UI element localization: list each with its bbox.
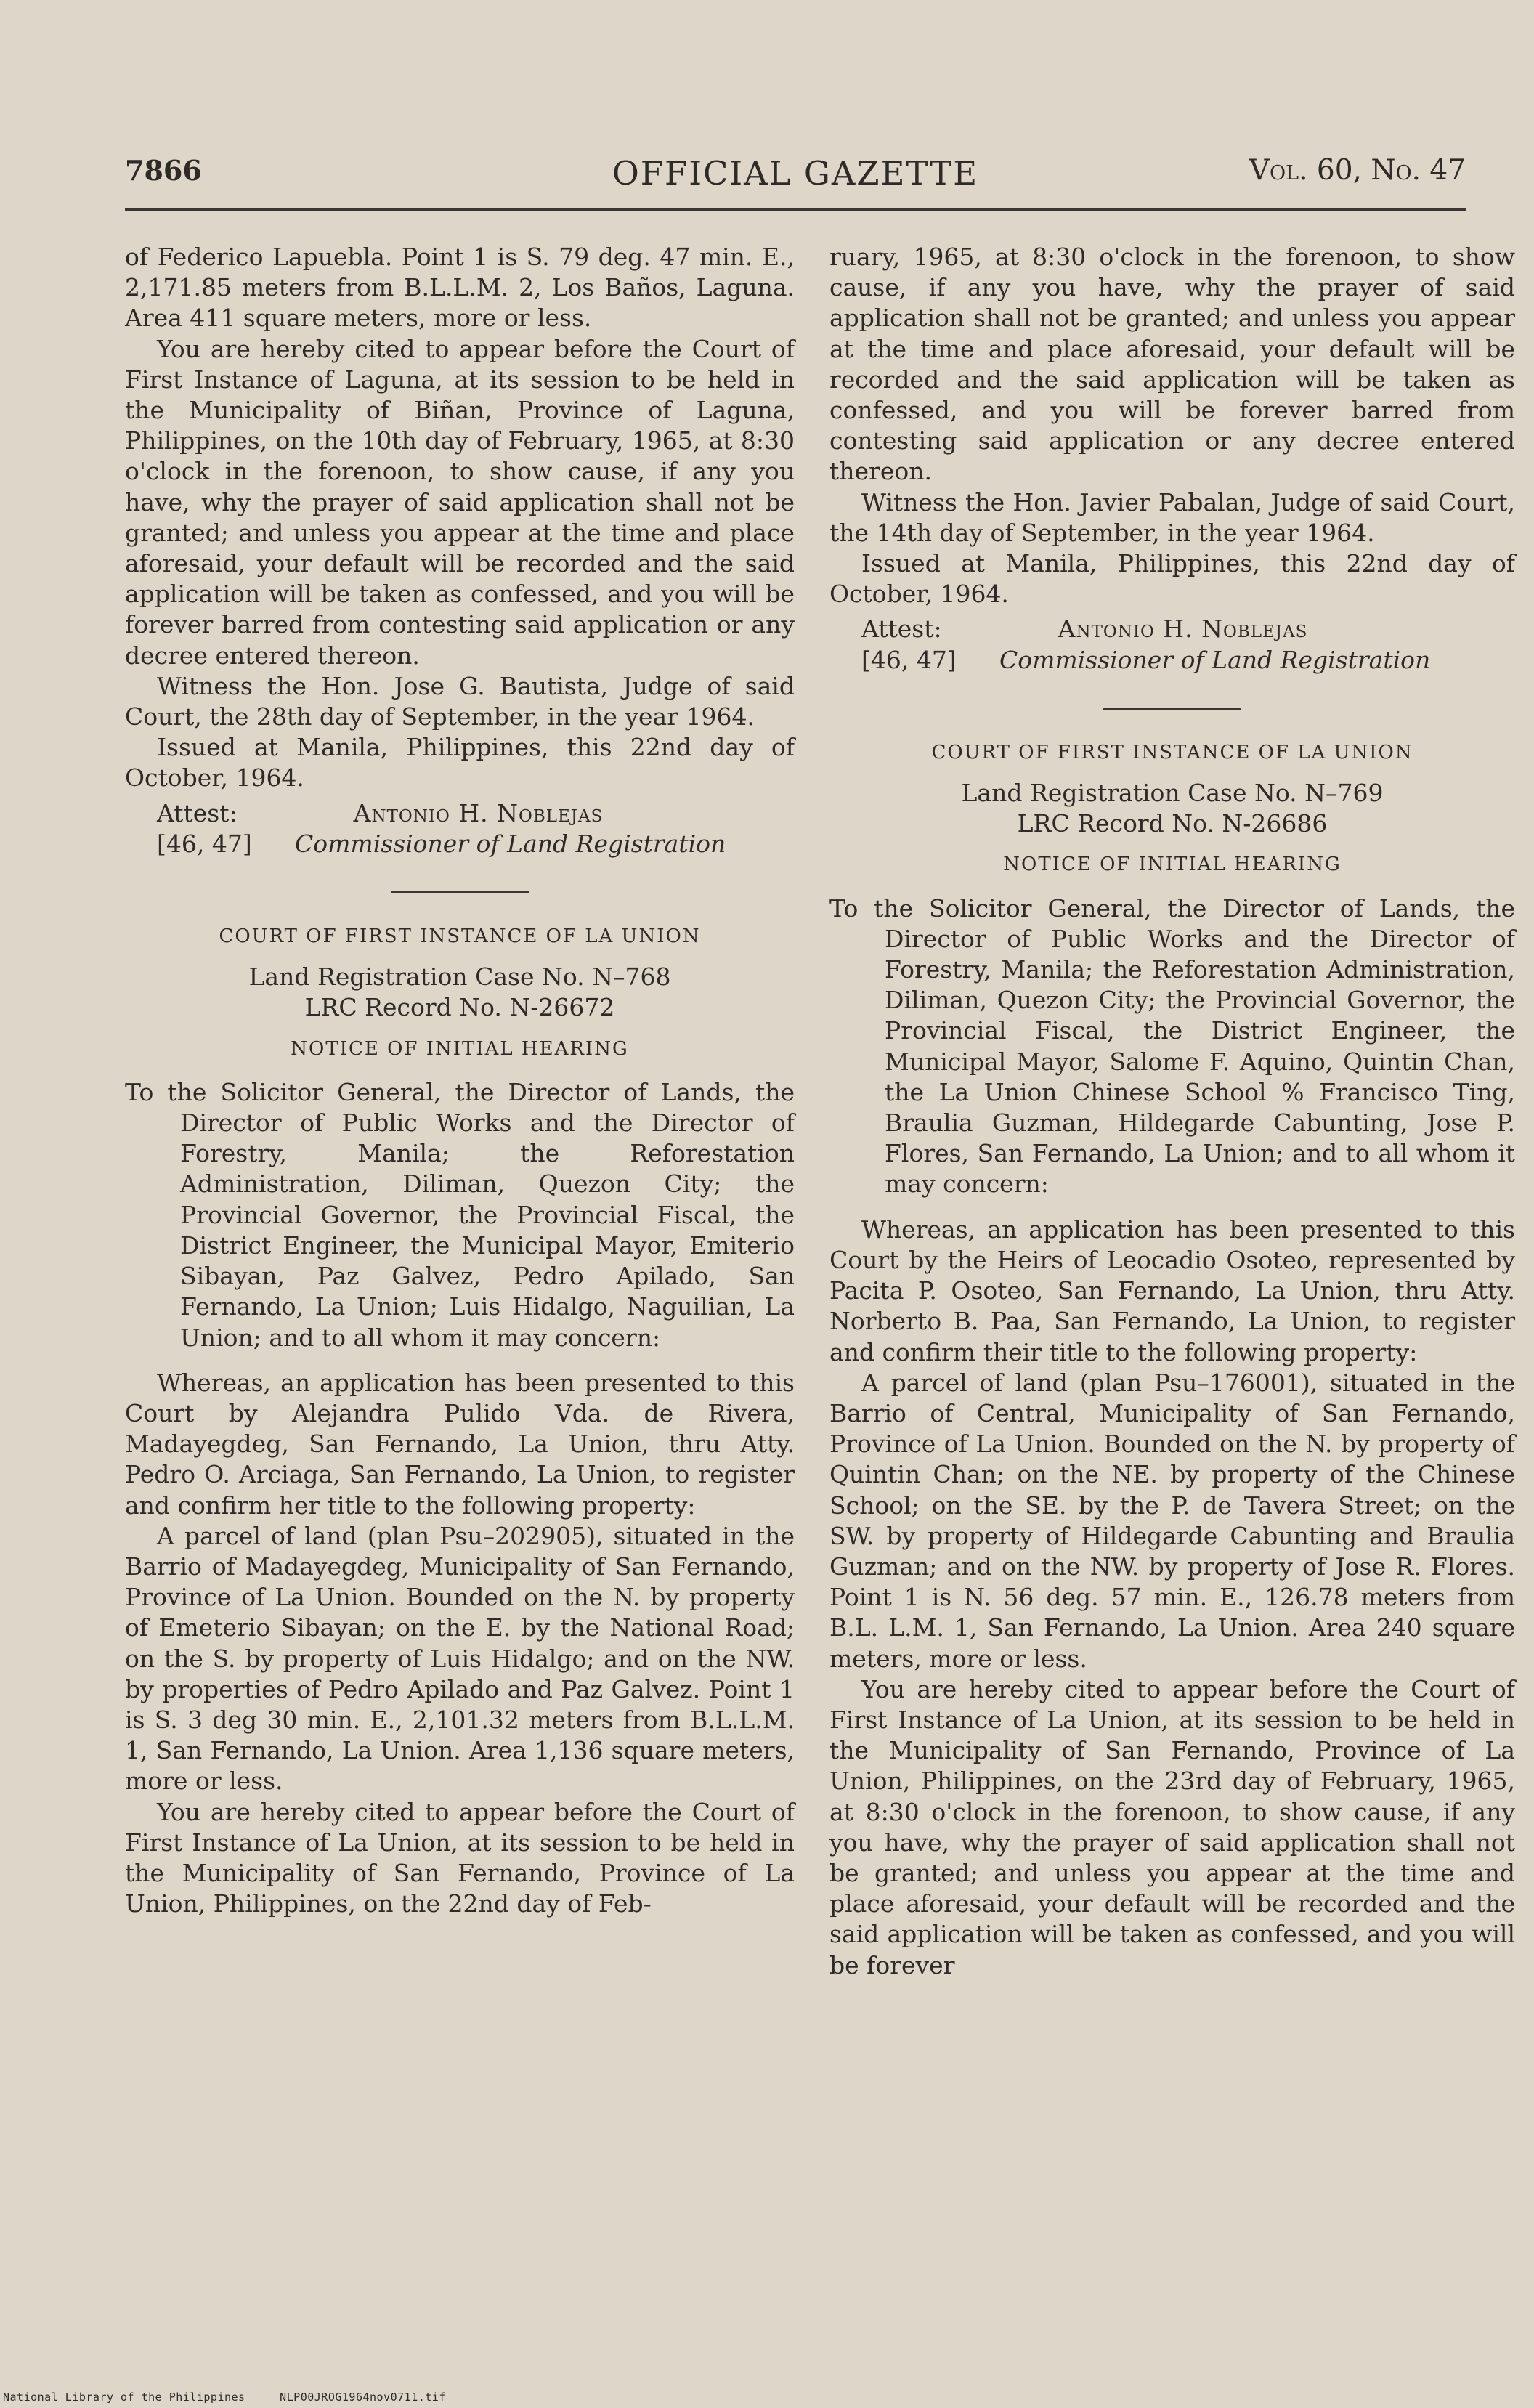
page-number: 7866 — [125, 154, 202, 187]
attest-line — [125, 798, 795, 829]
publication-title: OFFICIAL GAZETTE — [612, 154, 979, 192]
paragraph: ruary, 1965, at 8:30 o'clock in the forenoon, to show cause, if any you have, why the prayer of said application shall not be granted; and unless you appear at the time and place aforesaid, your default will be recorded and the said application will be taken as confessed, and you will be forever barred from contesting said application or any decree entered thereon. — [829, 243, 1515, 486]
volume-number: Vol. 60, No. 47 — [1249, 154, 1466, 187]
paragraph: Whereas, an application has been presented to this Court by Alejandra Pulido Vda. de Rivera, Madayegdeg, San Fernando, La Union, thru Atty. Pedro O. Arciaga, San Fernando, La Union, to register and confirm her title to the following property: — [125, 1368, 795, 1520]
court-heading: COURT OF FIRST INSTANCE OF LA UNION — [931, 741, 1413, 763]
notice-addressees: To the Solicitor General, the Director of Lands, the Director of Public Works and the Director of Forestry, Manila; the Reforestation Administration, Diliman, Quezon City; the Provincial Governor, the Provincial Fiscal, the District Engineer, the Municipal Mayor, Emiterio Sibayan, Paz Galvez, Pedro Apilado, San Fernando, La Union; Luis Hidalgo, Naguilian, La Union; and to all whom it may concern: — [125, 1077, 795, 1352]
lrc-record-number: LRC Record No. N-26672 — [304, 993, 615, 1022]
signatory-office: Commissioner of Land Registration — [295, 829, 726, 858]
notice-heading: NOTICE OF INITIAL HEARING — [1003, 854, 1342, 876]
attest-line — [829, 614, 1515, 644]
footer-source: National Library of the Philippines — [3, 2391, 245, 2404]
issue-line — [125, 829, 795, 859]
page-header — [125, 154, 1466, 198]
paragraph: Whereas, an application has been presented to this Court by the Heirs of Leocadio Osoteo, represented by Pacita P. Osoteo, San Fernando, La Union, thru Atty. Norberto B. Paa, San Fernando, La Union, to register and confirm their title to the following property: — [829, 1215, 1515, 1366]
right-column — [829, 242, 1515, 1981]
paragraph: of Federico Lapuebla. Point 1 is S. 79 deg. 47 min. E., 2,171.85 meters from B.L.L.M. 2, Los Baños, Laguna. Area 411 square meters, more or less. — [125, 243, 795, 333]
paragraph: Witness the Hon. Jose G. Bautista, Judge of said Court, the 28th day of September, in the year 1964. — [125, 671, 795, 731]
signatory-office: Commissioner of Land Registration — [999, 645, 1431, 674]
paragraph: You are hereby cited to appear before the Court of First Instance of Laguna, at its session to be held in the Municipality of Biñan, Province of Laguna, Philippines, on the 10th day of February, 1965, at 8:30 o'clock in the forenoon, to show cause, if any you have, why the prayer of said application shall not be granted; and unless you appear at the time and place aforesaid, your default will be recorded and the said application will be taken as confessed, and you will be forever barred from contesting said application or any decree entered thereon. — [125, 334, 795, 670]
lrc-record-number: LRC Record No. N-26686 — [1017, 809, 1328, 838]
left-column — [125, 242, 795, 1919]
case-number: Land Registration Case No. N–768 — [248, 962, 671, 992]
scan-footer — [3, 2391, 474, 2404]
case-number: Land Registration Case No. N–769 — [961, 779, 1384, 808]
notice-addressees: To the Solicitor General, the Director of Lands, the Director of Public Works and the Director of Forestry, Manila; the Reforestation Administration, Diliman, Quezon City; the Provincial Governor, the Provincial Fiscal, the District Engineer, the Municipal Mayor, Salome F. Aquino, Quintin Chan, the La Union Chinese School % Francisco Ting, Braulia Guzman, Hildegarde Cabunting, Jose P. Flores, San Fernando, La Union; and to all whom it may concern: — [829, 893, 1515, 1199]
attest-signatory: Antonio H. Noblejas — [1058, 615, 1308, 644]
attest-label: Attest: — [861, 615, 942, 644]
paragraph: You are hereby cited to appear before the Court of First Instance of La Union, at its session to be held in the Municipality of San Fernando, Province of La Union, Philippines, on the 22nd day of Feb- — [125, 1797, 795, 1918]
paragraph: Witness the Hon. Javier Pabalan, Judge of said Court, the 14th day of September, in the year 1964. — [829, 487, 1515, 547]
paragraph: A parcel of land (plan Psu–176001), situated in the Barrio of Central, Municipality of San Fernando, Province of La Union. Bounded on the N. by property of Quintin Chan; on the NE. by property of the Chinese School; on the SE. by the P. de Tavera Street; on the SW. by property of Hildegarde Cabunting and Braulia Guzman; and on the NW. by property of Jose R. Flores. Point 1 is N. 56 deg. 57 min. E., 126.78 meters from B.L. L.M. 1, San Fernando, La Union. Area 240 square meters, more or less. — [829, 1368, 1515, 1673]
paragraph: Issued at Manila, Philippines, this 22nd day of October, 1964. — [125, 733, 795, 792]
section-divider — [1103, 708, 1241, 710]
attest-label: Attest: — [157, 798, 238, 827]
court-heading: COURT OF FIRST INSTANCE OF LA UNION — [219, 925, 701, 948]
issue-reference: [46, 47] — [157, 829, 252, 858]
paragraph: A parcel of land (plan Psu–202905), situated in the Barrio of Madayegdeg, Municipality of San Fernando, Province of La Union. Bounded on the N. by property of Emeterio Sibayan; on the E. by the National Road; on the S. by property of Luis Hidalgo; and on the NW. by properties of Pedro Apilado and Paz Galvez. Point 1 is S. 3 deg 30 min. E., 2,101.32 meters from B.L.L.M. 1, San Fernando, La Union. Area 1,136 square meters, more or less. — [125, 1521, 795, 1796]
paragraph: You are hereby cited to appear before the Court of First Instance of La Union, at its session to be held in the Municipality of San Fernando, Province of La Union, Philippines, on the 23rd day of February, 1965, at 8:30 o'clock in the forenoon, to show cause, if any you have, why the prayer of said application shall not be granted; and unless you appear at the time and place aforesaid, your default will be recorded and the said application will be taken as confessed, and you will be forever — [829, 1674, 1515, 1979]
header-rule — [125, 208, 1466, 211]
paragraph: Issued at Manila, Philippines, this 22nd day of October, 1964. — [829, 549, 1515, 609]
footer-file: NLP00JROG1964nov0711.tif — [280, 2391, 446, 2404]
attest-signatory: Antonio H. Noblejas — [353, 798, 604, 827]
section-divider — [391, 891, 529, 893]
issue-line — [829, 645, 1515, 676]
issue-reference: [46, 47] — [861, 645, 957, 674]
notice-heading: NOTICE OF INITIAL HEARING — [291, 1037, 629, 1060]
